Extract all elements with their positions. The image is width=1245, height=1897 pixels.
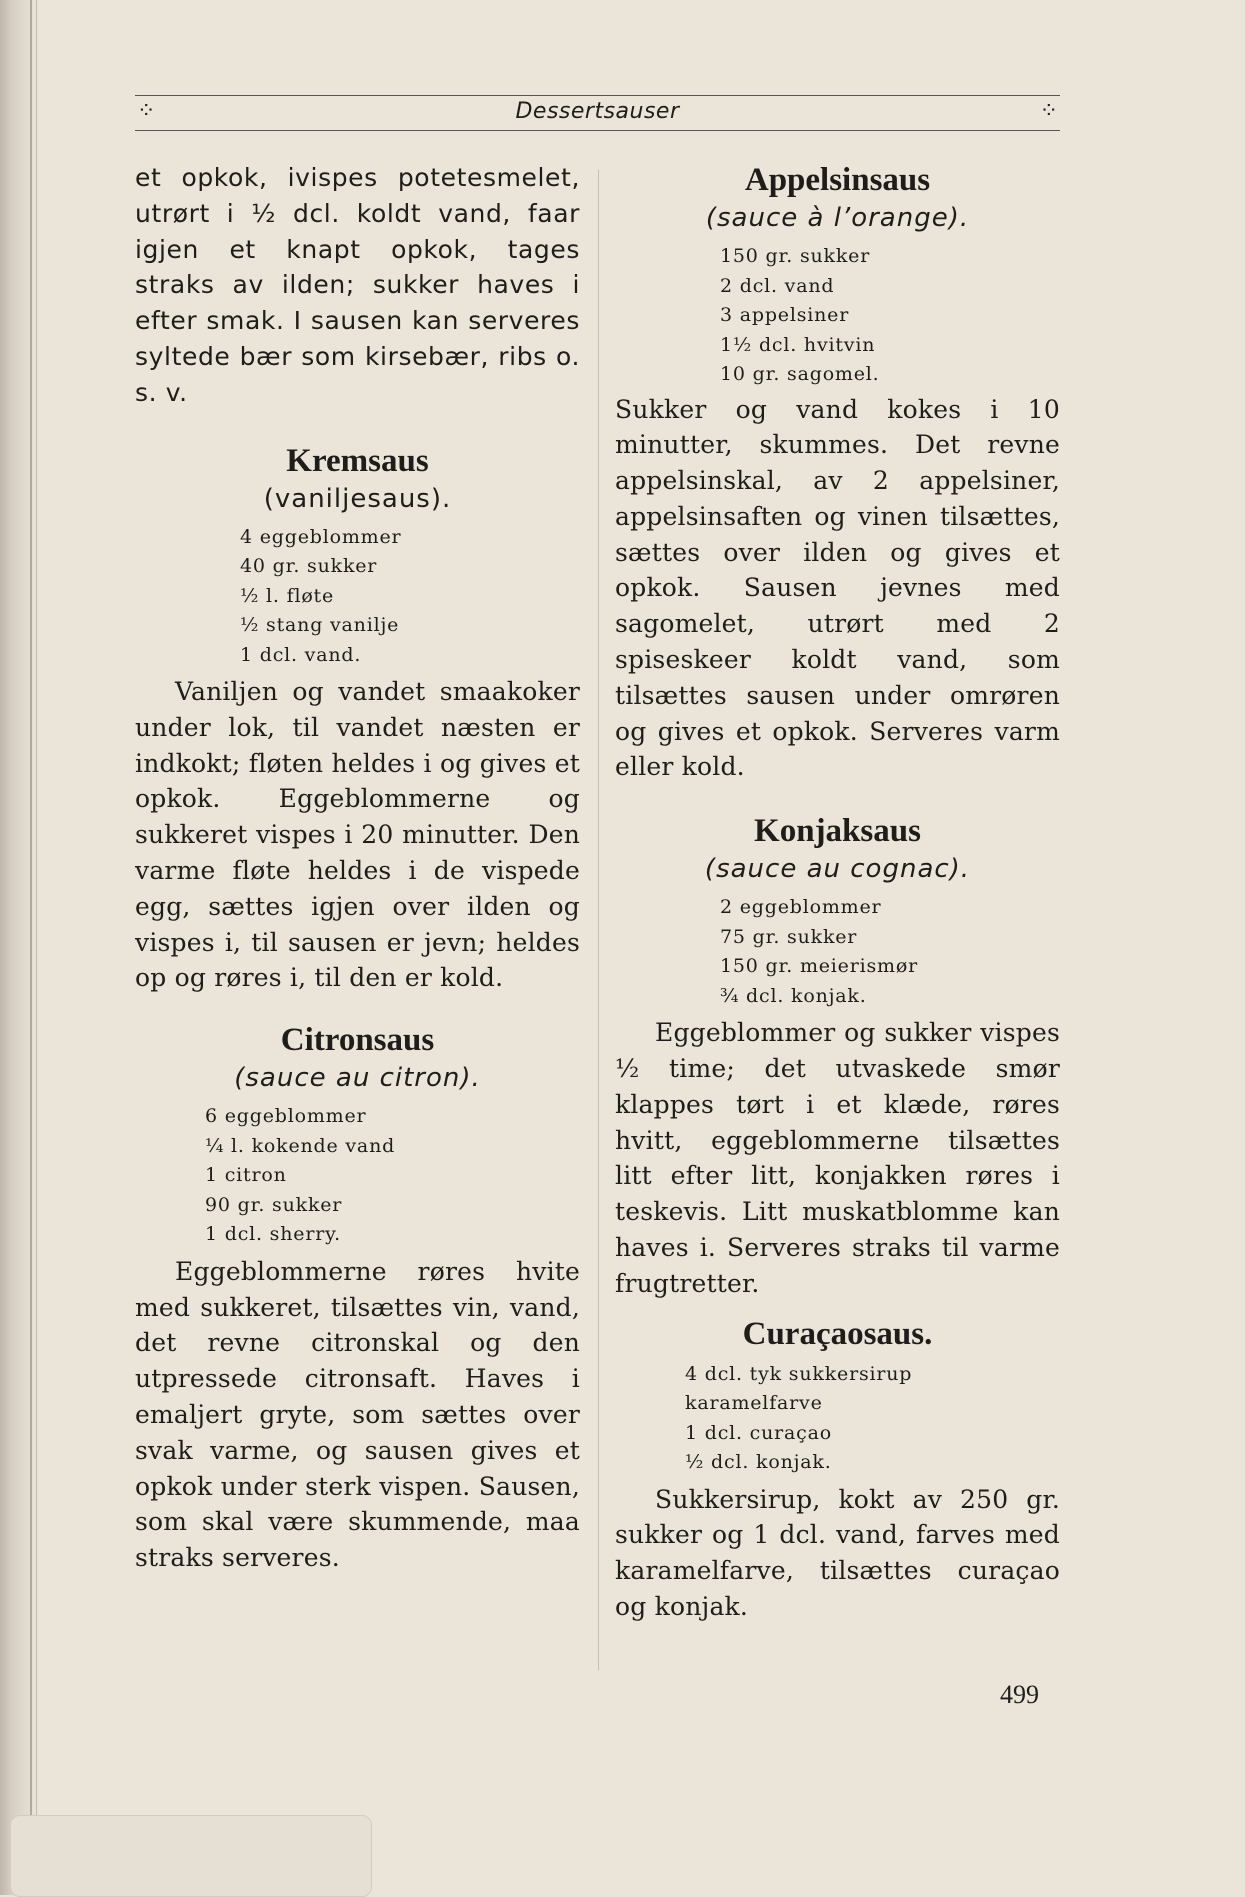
left-column xyxy=(135,160,580,1576)
ingredient-item: 6 eggeblommer xyxy=(205,1105,367,1128)
spine-edge-line xyxy=(30,0,32,1895)
ingredient-list-appelsinsaus xyxy=(720,242,1060,390)
ingredient-item: 40 gr. sukker xyxy=(240,555,378,578)
header-bottom-rule xyxy=(135,130,1060,131)
method-paragraph-kremsaus: Vaniljen og vandet smaakoker under lok, til vandet næsten er indkokt; fløten heldes i og gives et opkok. Eggeblommerne og sukkeret vispes i 20 minutter. Den varme fløte heldes i de vispede egg, sættes igjen over ilden og vispes i, til sausen er jevn; heldes op og røres i, til den er kold. xyxy=(135,677,580,993)
ingredient-item: ½ stang vanilje xyxy=(240,614,400,637)
ingredient-list-citronsaus xyxy=(205,1102,580,1250)
ingredient-list-curacaosaus xyxy=(685,1360,1060,1478)
recipe-subtitle-konjaksaus: (sauce au cognac). xyxy=(704,854,971,885)
ingredient-item: 2 dcl. vand xyxy=(720,274,835,297)
page-corner-tab xyxy=(10,1815,372,1897)
right-column xyxy=(615,160,1060,1625)
recipe-title-appelsinsaus: Appelsinsaus xyxy=(744,162,931,198)
ingredient-item: 75 gr. sukker xyxy=(720,925,858,948)
ingredient-item: 1 dcl. vand. xyxy=(240,643,362,666)
ingredient-item: 3 appelsiner xyxy=(720,304,850,326)
ingredient-item: ¾ dcl. konjak. xyxy=(720,984,867,1007)
method-paragraph-konjaksaus: Eggeblommer og sukker vispes ½ time; det utvaskede smør klappes tørt i et klæde, røres hvitt, eggeblommerne tilsættes litt efter litt, konjakken røres i teskevis. Litt muskatblomme kan haves i. Serveres straks til varme frugtretter. xyxy=(615,1018,1060,1298)
intro-paragraph: et opkok, ivispes potetesmelet, utrørt i ½ dcl. koldt vand, faar igjen et knapt opkok, tages straks av ilden; sukker haves i efter smak. I sausen kan serveres syltede bær som kirsebær, ribs o. s. v. xyxy=(135,163,580,407)
ingredient-item: 1 dcl. curaçao xyxy=(685,1421,832,1444)
recipe-title-curacaosaus: Curaçaosaus. xyxy=(742,1315,933,1352)
ingredient-list-konjaksaus xyxy=(720,893,1060,1011)
page-number: 499 xyxy=(1000,1680,1039,1709)
header-ornament-left: ⁘ xyxy=(137,99,156,124)
ingredient-item: ¼ l. kokende vand xyxy=(205,1134,396,1157)
header-top-rule xyxy=(135,95,1060,96)
ingredient-item: 4 eggeblommer xyxy=(240,525,402,548)
recipe-subtitle-appelsinsaus: (sauce à l’orange). xyxy=(705,203,970,233)
header-ornament-right: ⁘ xyxy=(1039,99,1058,124)
recipe-title-kremsaus: Kremsaus xyxy=(286,442,429,479)
ingredient-list-kremsaus xyxy=(240,523,580,671)
recipe-title-konjaksaus: Konjaksaus xyxy=(754,813,921,850)
ingredient-item: ½ l. fløte xyxy=(240,584,335,607)
spine-edge-line-inner xyxy=(36,0,37,1895)
book-spine-shadow xyxy=(0,0,40,1895)
ingredient-item: 1 citron xyxy=(205,1164,287,1187)
ingredient-item: 2 eggeblommer xyxy=(720,896,882,919)
ingredient-item: 150 gr. meierismør xyxy=(720,955,918,978)
recipe-title-citronsaus: Citronsaus xyxy=(280,1022,435,1059)
ingredient-item: 4 dcl. tyk sukkersirup xyxy=(685,1362,913,1385)
column-divider xyxy=(598,170,599,1670)
method-paragraph-curacaosaus: Sukkersirup, kokt av 250 gr. sukker og 1 dcl. vand, farves med karamelfarve, tilsættes curaçao og konjak. xyxy=(615,1484,1060,1622)
ingredient-item: karamelfarve xyxy=(685,1392,823,1415)
running-header xyxy=(135,93,1060,133)
header-title: Dessertsauser xyxy=(515,99,680,124)
ingredient-item: 10 gr. sagomel. xyxy=(720,363,880,385)
method-paragraph-citronsaus: Eggeblommerne røres hvite med sukkeret, tilsættes vin, vand, det revne citronskal og den utpressede citronsaft. Haves i emaljert gryte, som sættes over svak varme, og sausen gives et opkok under sterk vispen. Sausen, som skal være skummende, maa straks serveres. xyxy=(135,1256,580,1573)
ingredient-item: ½ dcl. konjak. xyxy=(685,1451,832,1474)
ingredient-item: 90 gr. sukker xyxy=(205,1193,343,1216)
method-paragraph-appelsinsaus: Sukker og vand kokes i 10 minutter, skummes. Det revne appelsinskal, av 2 appelsiner, appelsinsaften og vinen tilsættes, sættes over ilden og gives et opkok. Sausen jevnes med sagomelet, utrørt med 2 spiseskeer koldt vand, som tilsættes sausen under omrøren og gives et opkok. Serveres varm eller kold. xyxy=(615,394,1060,782)
ingredient-item: 150 gr. sukker xyxy=(720,245,871,267)
recipe-subtitle-kremsaus: (vaniljesaus). xyxy=(263,483,452,514)
ingredient-item: 1 dcl. sherry. xyxy=(205,1223,341,1246)
recipe-subtitle-citronsaus: (sauce au citron). xyxy=(234,1063,481,1094)
ingredient-item: 1½ dcl. hvitvin xyxy=(720,333,876,356)
